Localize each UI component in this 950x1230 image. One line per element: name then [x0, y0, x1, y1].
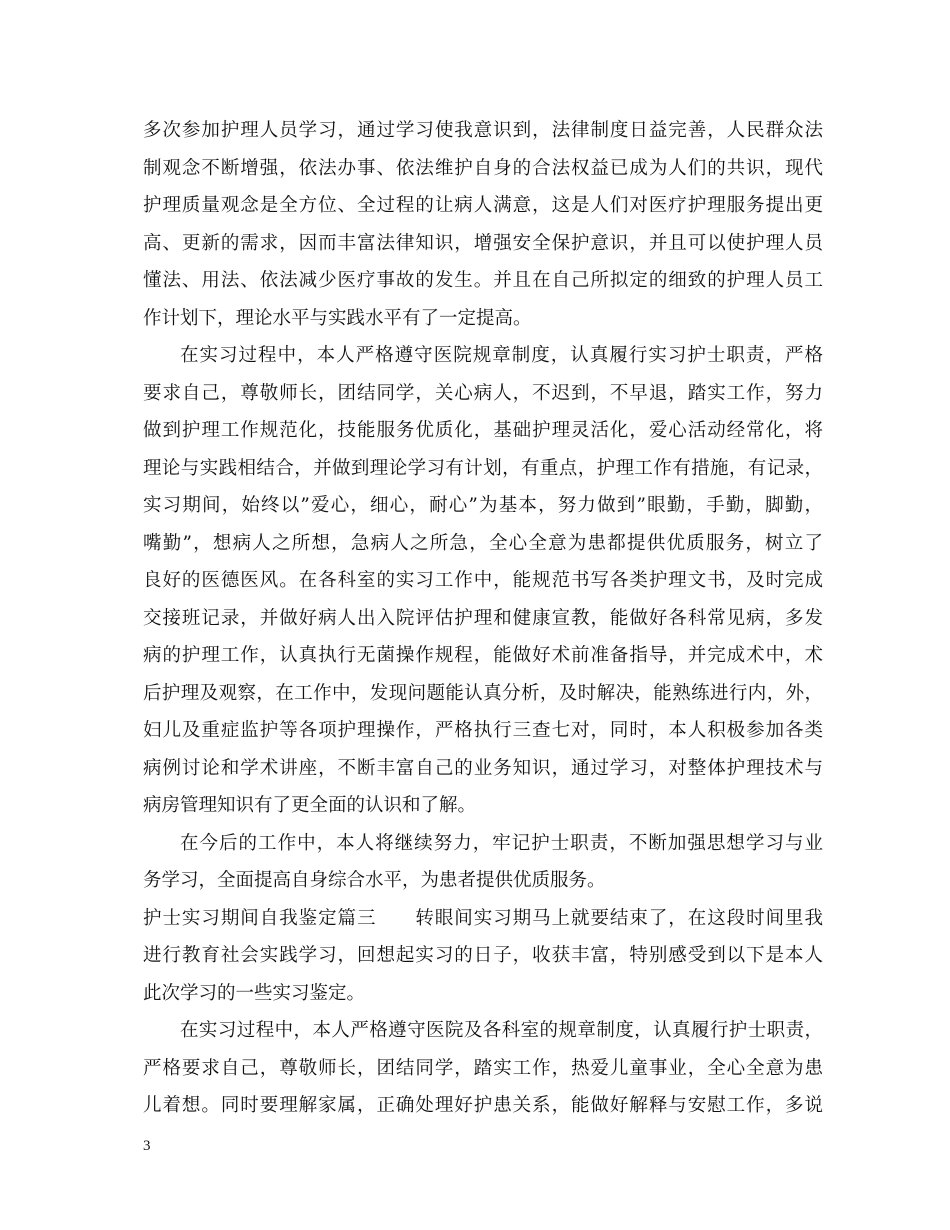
text-line: 要求自己，尊敬师长，团结同学，关心病人，不迟到，不早退，踏实工作，努力 — [143, 382, 823, 404]
text-line: 在今后的工作中，本人将继续努力，牢记护士职责，不断加强思想学习与业 — [180, 832, 823, 854]
text-line: 后护理及观察，在工作中，发现问题能认真分析，及时解决，能熟练进行内，外， — [143, 682, 823, 704]
text-line: 护理质量观念是全方位、全过程的让病人满意，这是人们对医疗护理服务提出更 — [143, 195, 823, 216]
text-line: 良好的医德医风。在各科室的实习工作中，能规范书写各类护理文书，及时完成 — [143, 570, 823, 591]
text-line: 做到护理工作规范化，技能服务优质化，基础护理灵活化，爱心活动经常化，将 — [143, 420, 823, 441]
text-line: 妇儿及重症监护等各项护理操作，严格执行三查七对，同时，本人积极参加各类 — [143, 720, 823, 741]
text-line: 理论与实践相结合，并做到理论学习有计划，有重点，护理工作有措施，有记录， — [143, 457, 823, 479]
text-line: 嘴勤”，想病人之所想，急病人之所急，全心全意为患都提供优质服务，树立了 — [143, 532, 823, 554]
text-line: 此次学习的一些实习鉴定。 — [143, 982, 366, 1004]
text-line: 护士实习期间自我鉴定篇三 转眼间实习期马上就要结束了，在这段时间里我 — [143, 907, 823, 929]
text-line: 病例讨论和学术讲座，不断丰富自己的业务知识，通过学习，对整体护理技术与 — [143, 757, 823, 779]
text-line: 严格要求自己，尊敬师长，团结同学，踏实工作，热爱儿童事业，全心全意为患 — [143, 1057, 823, 1079]
text-line: 在实习过程中，本人严格遵守医院及各科室的规章制度，认真履行护士职责， — [180, 1020, 823, 1041]
page-number: 3 — [143, 1138, 151, 1154]
text-line: 懂法、用法、依法减少医疗事故的发生。并且在自己所拟定的细致的护理人员工 — [143, 270, 823, 291]
text-line: 作计划下，理论水平与实践水平有了一定提高。 — [143, 307, 532, 329]
text-line: 高、更新的需求，因而丰富法律知识，增强安全保护意识，并且可以使护理人员 — [143, 232, 823, 254]
text-line: 制观念不断增强，依法办事、依法维护自身的合法权益已成为人们的共识，现代 — [143, 157, 823, 179]
text-line: 进行教育社会实践学习，回想起实习的日子，收获丰富，特别感受到以下是本人 — [143, 945, 823, 966]
text-line: 实习期间，始终以”爱心，细心，耐心”为基本，努力做到”眼勤，手勤，脚勤， — [143, 495, 823, 516]
body-text — [143, 112, 823, 1125]
text-line: 务学习，全面提高自身综合水平，为患者提供优质服务。 — [143, 870, 606, 891]
text-line: 病房管理知识有了更全面的认识和了解。 — [143, 795, 477, 816]
text-line: 儿着想。同时要理解家属，正确处理好护患关系，能做好解释与安慰工作，多说 — [143, 1095, 823, 1116]
text-line: 交接班记录，并做好病人出入院评估护理和健康宣教，能做好各科常见病，多发 — [143, 607, 823, 629]
text-line: 多次参加护理人员学习，通过学习使我意识到，法律制度日益完善，人民群众法 — [143, 120, 823, 141]
text-line: 病的护理工作，认真执行无菌操作规程，能做好术前准备指导，并完成术中，术 — [143, 645, 823, 666]
text-line: 在实习过程中，本人严格遵守医院规章制度，认真履行实习护士职责，严格 — [180, 345, 823, 366]
